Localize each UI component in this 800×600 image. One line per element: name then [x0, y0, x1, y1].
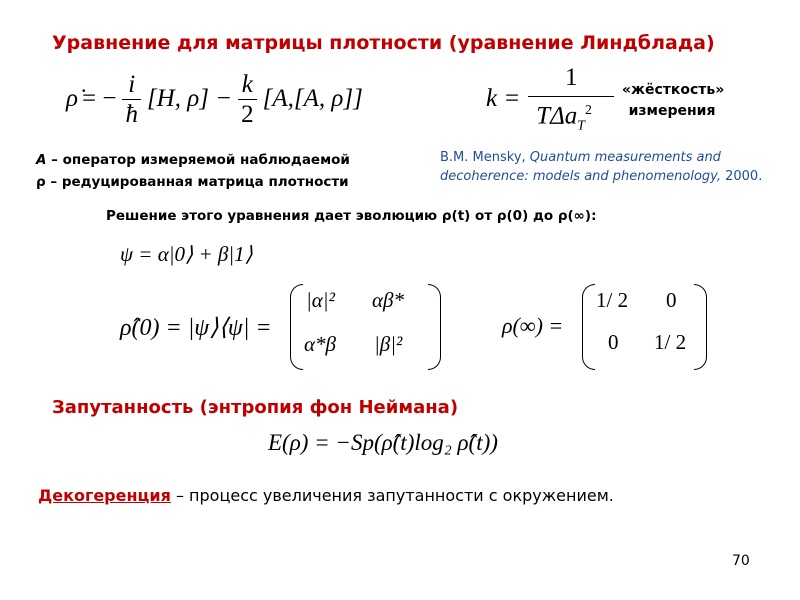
rho-infinity-m11: 1/ 2 — [596, 288, 629, 312]
k-equals: k = — [486, 85, 521, 112]
decoherence-term: Декогеренция — [38, 486, 171, 505]
fraction-numerator: i — [128, 70, 136, 98]
rho-infinity-m21: 0 — [608, 330, 619, 354]
rho-dot: ρ̇ — [66, 85, 78, 112]
matrix-right-paren — [428, 284, 441, 370]
psi-equation: ψ = α|0⟩ + β|1⟩ — [120, 242, 253, 266]
definition-a-symbol: A — [36, 152, 47, 168]
definition-rho-symbol: ρ — [36, 174, 46, 190]
solution-text: Решение этого уравнения дает эволюцию ρ(t) от ρ(0) до ρ(∞): — [106, 208, 597, 224]
fraction-k-2 — [238, 72, 257, 127]
decoherence-definition — [38, 486, 614, 505]
definition-rho — [36, 171, 350, 193]
fraction-denominator: ħ — [122, 99, 141, 127]
lindblad-equation — [66, 66, 363, 132]
page-number: 70 — [732, 553, 750, 569]
rho-zero-lhs: ρ̂(0) = |ψ⟩⟨ψ| = — [120, 315, 272, 341]
k-denominator-sub: T — [577, 117, 585, 133]
matrix-right-paren — [694, 284, 707, 370]
definition-rho-text: – редуцированная матрица плотности — [45, 174, 349, 190]
fraction-denominator: 2 — [238, 99, 257, 127]
reference-authors: B.M. Mensky, — [440, 150, 530, 165]
reference-title: Quantum measurements and decoherence: models and phenomenology, — [440, 150, 721, 184]
rho-infinity-m22: 1/ 2 — [654, 330, 687, 354]
fraction-i-hbar — [122, 72, 141, 127]
rho-zero-m11: |α|² — [306, 288, 335, 312]
k-numerator: 1 — [564, 64, 578, 92]
decoherence-text: – процесс увеличения запутанности с окружением. — [170, 486, 614, 505]
definitions — [36, 149, 350, 193]
stiffness-line-1: «жёсткость» — [622, 82, 725, 98]
slide-title: Уравнение для матрицы плотности (уравнение Линдблада) — [52, 32, 715, 54]
reference-citation — [440, 148, 770, 186]
k-formula — [486, 64, 616, 134]
k-denominator-sup: 2 — [584, 102, 592, 118]
fraction-numerator: k — [241, 70, 253, 98]
rho-zero-m12: αβ* — [372, 288, 404, 312]
commutator-h-rho: [H, ρ] − — [146, 85, 233, 112]
k-fraction — [528, 65, 614, 132]
entropy-equation: E(ρ) = −Sp(ρ̂(t)log₂ ρ̂(t)) — [268, 430, 498, 455]
rho-zero-m21: α*β — [304, 332, 336, 356]
definition-a — [36, 149, 350, 171]
matrix-left-paren — [582, 284, 595, 370]
definition-a-text: – оператор измеряемой наблюдаемой — [46, 152, 350, 168]
equals-minus: = − — [82, 85, 117, 112]
entropy-title: Запутанность (энтропия фон Неймана) — [52, 397, 459, 418]
double-commutator: [A,[A, ρ]] — [262, 85, 363, 112]
k-denominator-main: TΔa — [536, 102, 578, 130]
rho-infinity-m12: 0 — [666, 288, 677, 312]
reference-year: 2000. — [720, 169, 763, 184]
rho-infinity-lhs: ρ(∞) = — [502, 313, 564, 338]
matrix-left-paren — [290, 284, 303, 370]
k-denominator — [528, 96, 614, 132]
stiffness-label — [622, 80, 725, 122]
stiffness-line-2: измерения — [628, 103, 716, 119]
rho-zero-m22: |β|² — [374, 332, 403, 356]
